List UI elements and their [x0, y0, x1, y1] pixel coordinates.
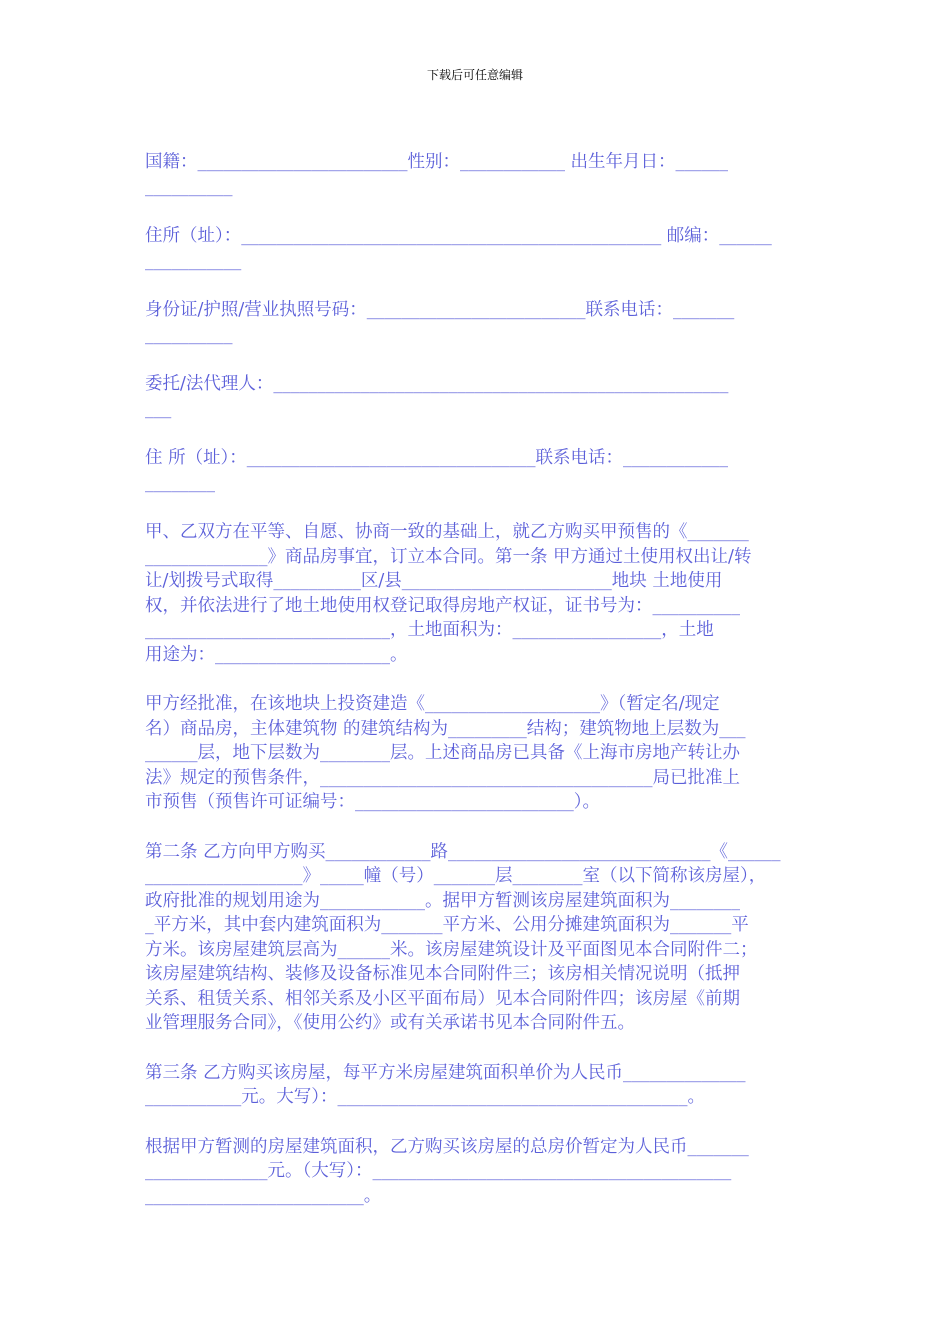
text-line: 第三条 乙方购买该房屋，每平方米房屋建筑面积单价为人民币______________	[145, 1062, 746, 1083]
text-line: 用途为：____________________。	[145, 644, 408, 665]
text-line: 关系、租赁关系、相邻关系及小区平面布局）见本合同附件四；该房屋《前期	[145, 988, 740, 1009]
text-line: ___	[145, 398, 172, 419]
page-header: 下载后可任意编辑	[426, 68, 523, 82]
text-line: ______________元。（大写）：_________________________________________	[145, 1161, 732, 1181]
paragraph-address	[145, 224, 805, 273]
paragraph-preamble-article-1	[145, 520, 805, 667]
paragraph-nationality	[145, 150, 805, 199]
text-line: 法》规定的预售条件，______________________________________局已批准上	[145, 767, 740, 788]
text-line: __________	[145, 176, 233, 197]
text-line: 委托/法代理人：____________________________________________________	[145, 374, 729, 394]
text-line: 让/划拨号式取得__________区/县________________________地块 土地使用	[145, 571, 723, 591]
paragraph-agent	[145, 372, 805, 421]
text-line: ______________》商品房事宜，订立本合同。第一条 甲方通过土使用权出让/转	[145, 546, 752, 567]
text-line: ___________元。大写）：________________________________________。	[145, 1087, 705, 1107]
text-line: 方米。该房屋建筑层高为______米。该房屋建筑设计及平面图见本合同附件二；	[145, 939, 758, 960]
text-line: ____________________________，土地面积为：_________________，土地	[145, 620, 714, 640]
text-line: _________________________。	[145, 1185, 382, 1206]
text-line: 业管理服务合同》，《使用公约》或有关承诺书见本合同附件五。	[145, 1013, 635, 1033]
paragraph-construction-approval	[145, 692, 805, 815]
text-line: 身份证/护照/营业执照号码：_________________________联系电话：_______	[145, 300, 735, 320]
paragraph-article-3	[145, 1061, 805, 1110]
paragraph-agent-address	[145, 446, 805, 495]
contract-body	[145, 150, 805, 1233]
text-line: ________	[145, 472, 215, 493]
text-line: 根据甲方暂测的房屋建筑面积，乙方购买该房屋的总房价暂定为人民币_______	[145, 1136, 749, 1157]
text-line: 甲方经批准，在该地块上投资建造《____________________》（暂定名/现定	[145, 694, 720, 714]
text-line: __________	[145, 324, 233, 345]
text-line: 甲、乙双方在平等、自愿、协商一致的基础上，就乙方购买甲预售的《_______	[145, 522, 749, 542]
paragraph-id-number	[145, 298, 805, 347]
text-line: __________________》_____幢（号）_______层________室（以下简称该房屋），	[145, 866, 767, 886]
text-line: ___________	[145, 250, 242, 271]
paragraph-article-2	[145, 840, 805, 1036]
text-line: 政府批准的规划用途为____________。据甲方暂测该房屋建筑面积为________	[145, 890, 740, 911]
text-line: 权，并依法进行了地土地使用权登记取得房地产权证，证书号为：__________	[145, 595, 740, 616]
text-line: 第二条 乙方向甲方购买____________路______________________________《______	[145, 841, 781, 862]
text-line: 住 所（址）：_________________________________联系电话：____________	[145, 448, 729, 468]
text-line: 该房屋建筑结构、装修及设备标准见本合同附件三；该房相关情况说明（抵押	[145, 964, 740, 984]
text-line: 名）商品房，主体建筑物 的建筑结构为_________结构；建筑物地上层数为___	[145, 718, 746, 739]
text-line: 国籍：________________________性别：____________ 出生年月日：______	[145, 152, 729, 172]
text-line: 住所（址）：________________________________________________ 邮编：______	[145, 226, 772, 246]
text-line: ______层，地下层数为________层。上述商品房已具备《上海市房地产转让办	[145, 743, 740, 763]
text-line: _平方米，其中套内建筑面积为_______平方米、公用分摊建筑面积为_______平	[145, 915, 749, 935]
text-line: 市预售（预售许可证编号：_________________________）。	[145, 792, 600, 812]
paragraph-total-price	[145, 1135, 805, 1209]
